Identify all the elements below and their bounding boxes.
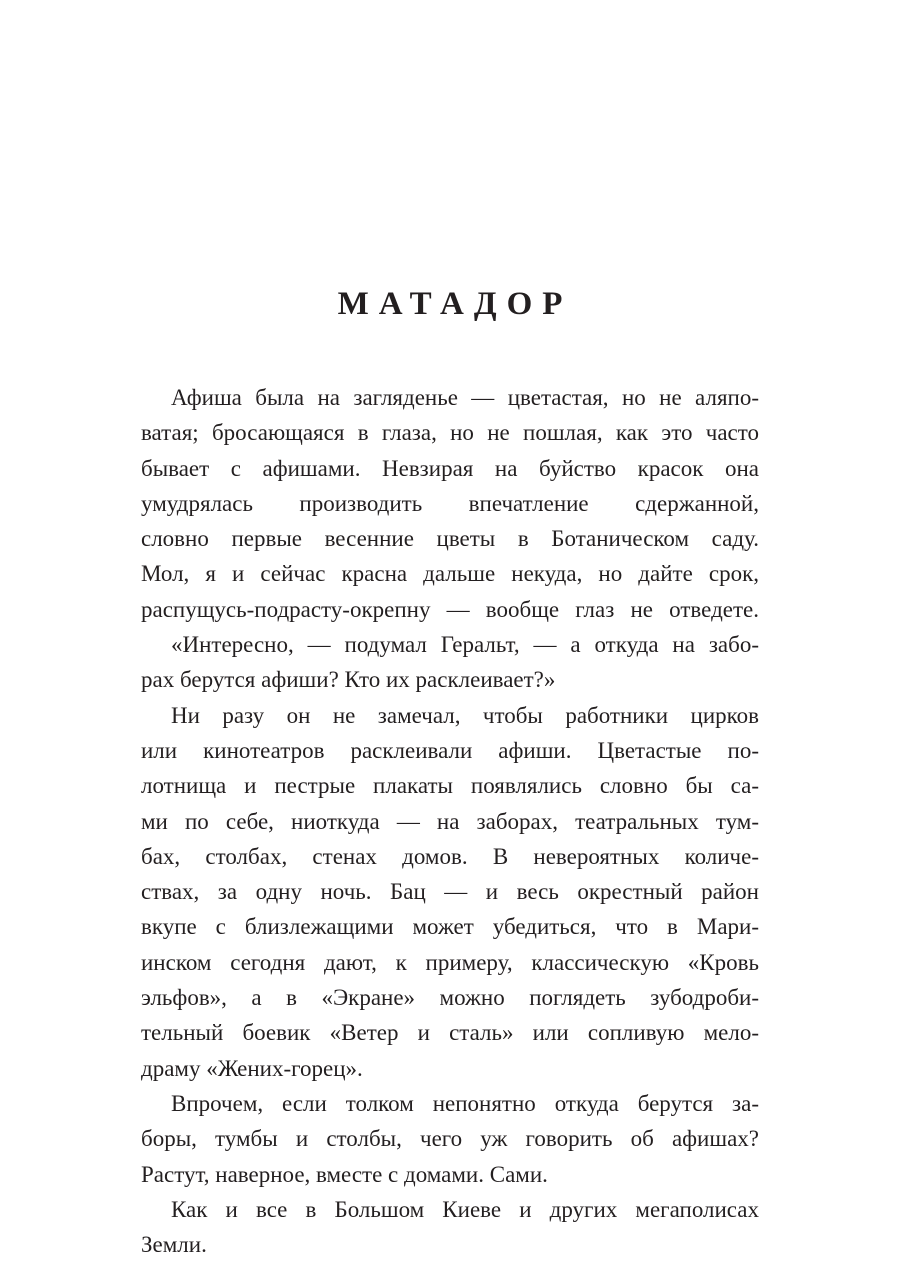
paragraph (141, 627, 759, 698)
text-line: распущусь-подрасту-окрепну — вообще глаз не отведете. (141, 596, 759, 622)
text-line: ми по себе, ниоткуда — на заборах, театральных тум- (141, 808, 759, 834)
text-line: умудрялась производить впечатление сдержанной, (141, 490, 759, 516)
text-line: «Интересно, — подумал Геральт, — а откуда на забо- (171, 632, 759, 658)
chapter-title: МАТАДОР (337, 286, 573, 322)
paragraph (141, 698, 759, 1086)
text-line: Афиша была на загляденье — цветастая, но не аляпо- (171, 385, 759, 410)
paragraph (141, 1086, 759, 1192)
text-line: Впрочем, если толком непонятно откуда берутся за- (171, 1090, 759, 1116)
text-line: бах, столбах, стенах домов. В невероятных количе- (141, 843, 759, 869)
text-line: Растут, наверное, вместе с домами. Сами. (141, 1161, 548, 1187)
text-line: ватая; бросающаяся в глаза, но не пошлая, как это часто (141, 420, 759, 446)
paragraph (141, 1192, 759, 1262)
body-text (141, 380, 759, 1262)
text-line: лотнища и пестрые плакаты появлялись словно бы са- (141, 773, 759, 799)
text-line: рах берутся афиши? Кто их расклеивает?» (141, 667, 556, 693)
text-line: вкупе с близлежащими может убедиться, что в Мари- (141, 914, 759, 940)
text-line: Как и все в Большом Киеве и других мегаполисах (171, 1196, 759, 1222)
text-line: боры, тумбы и столбы, чего уж говорить об афишах? (141, 1126, 759, 1152)
text-line: Ни разу он не замечал, чтобы работники цирков (171, 702, 759, 728)
text-line: тельный боевик «Ветер и сталь» или сопливую мело- (141, 1020, 759, 1046)
paragraph (141, 380, 759, 627)
text-line: инском сегодня дают, к примеру, классическую «Кровь (141, 949, 759, 975)
text-line: или кинотеатров расклеивали афиши. Цветастые по- (141, 737, 759, 763)
text-line: Мол, я и сейчас красна дальше некуда, но дайте срок, (141, 561, 759, 587)
text-line: ствах, за одну ночь. Бац — и весь окрестный район (141, 879, 759, 905)
text-line: драму «Жених-горец». (141, 1055, 363, 1081)
text-line: словно первые весенние цветы в Ботаническом саду. (141, 526, 759, 552)
text-line: Земли. (141, 1232, 207, 1258)
text-line: бывает с афишами. Невзирая на буйство красок она (141, 455, 759, 481)
text-line: эльфов», а в «Экране» можно поглядеть зубодроби- (141, 985, 759, 1011)
